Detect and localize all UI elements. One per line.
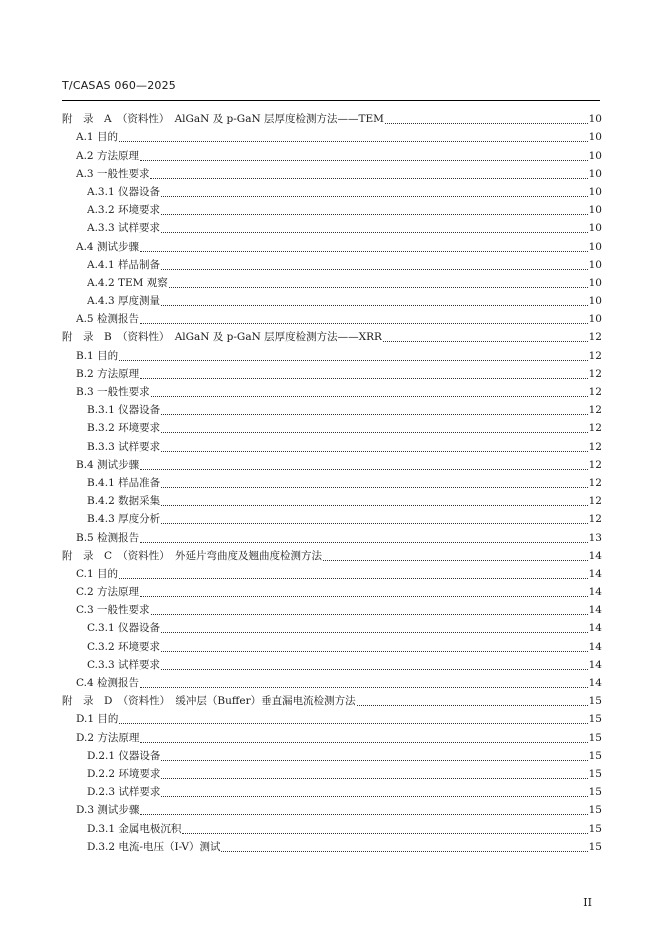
toc-subsection-entry[interactable]: [62, 635, 602, 653]
toc-entry-page: 10: [588, 240, 602, 253]
toc-subsection-entry[interactable]: [62, 254, 602, 272]
toc-entry-page: 14: [588, 604, 602, 617]
dot-leader: [161, 669, 588, 670]
toc-entry-title: B.3.3 试样要求: [87, 440, 161, 453]
toc-entry-title: C.3 一般性要求: [76, 604, 150, 617]
toc-subsection-entry[interactable]: [62, 217, 602, 235]
dot-leader: [119, 360, 588, 361]
toc-entry-page: 15: [588, 731, 602, 744]
toc-section-entry[interactable]: [62, 599, 602, 617]
toc-entry-title: C.4 检测报告: [76, 677, 140, 689]
toc-entry-page: 10: [588, 149, 602, 162]
page-number: II: [583, 896, 592, 909]
toc-entry-title: A.4 测试步骤: [76, 240, 139, 253]
toc-entry-page: 10: [588, 167, 602, 180]
toc-entry-page: 14: [588, 677, 602, 689]
toc-annex-entry[interactable]: [62, 108, 602, 126]
toc-entry-title: C.3.3 试样要求: [87, 658, 161, 671]
toc-entry-page: 10: [588, 222, 602, 235]
toc-entry-title: D.3 测试步骤: [76, 804, 140, 817]
dot-leader: [119, 723, 587, 724]
dot-leader: [161, 232, 588, 233]
toc-section-entry[interactable]: [62, 799, 602, 817]
dot-leader: [119, 578, 588, 579]
toc-entry-title: D.2.2 环境要求: [87, 767, 161, 780]
dot-leader: [161, 778, 587, 779]
header-rule: [62, 100, 600, 101]
dot-leader: [161, 196, 588, 197]
dot-leader: [323, 560, 588, 561]
toc-subsection-entry[interactable]: [62, 817, 602, 835]
dot-leader: [161, 214, 588, 215]
toc-entry-page: 15: [588, 822, 602, 835]
toc-entry-title: B.2 方法原理: [76, 367, 140, 380]
toc-annex-entry[interactable]: [62, 690, 602, 708]
toc-entry-page: 12: [588, 440, 602, 453]
toc-entry-page: 12: [588, 331, 602, 344]
toc-entry-title: C.1 目的: [76, 567, 119, 580]
toc-subsection-entry[interactable]: [62, 399, 602, 417]
dot-leader: [161, 632, 588, 633]
toc-section-entry[interactable]: [62, 163, 602, 181]
toc-entry-page: 15: [588, 786, 602, 799]
toc-entry-page: 15: [588, 713, 602, 726]
toc-entry-title: D.2.3 试样要求: [87, 786, 161, 799]
toc-subsection-entry[interactable]: [62, 272, 602, 290]
standard-code: T/CASAS 060—2025: [62, 79, 177, 92]
dot-leader: [140, 742, 587, 743]
toc-entry-page: 10: [588, 113, 602, 126]
toc-entry-title: B.4 测试步骤: [76, 458, 140, 471]
toc-entry-page: 12: [588, 476, 602, 489]
dot-leader: [140, 378, 588, 379]
toc-section-entry[interactable]: [62, 581, 602, 599]
toc-entry-page: 14: [588, 549, 602, 562]
toc-entry-title: A.1 目的: [76, 131, 118, 144]
dot-leader: [150, 178, 587, 179]
toc-entry-title: B.3.1 仪器设备: [87, 404, 161, 417]
toc-entry-title: D.2.1 仪器设备: [87, 749, 161, 762]
toc-entry-page: 15: [588, 749, 602, 762]
toc-entry-page: 15: [588, 767, 602, 780]
toc-subsection-entry[interactable]: [62, 508, 602, 526]
toc-entry-title: 附 录 C （资料性） 外延片弯曲度及翘曲度检测方法: [62, 549, 323, 562]
dot-leader: [140, 687, 588, 688]
toc-entry-title: A.3.1 仪器设备: [87, 185, 160, 198]
dot-leader: [161, 651, 588, 652]
dot-leader: [140, 323, 588, 324]
toc-entry-page: 10: [588, 258, 602, 271]
toc-entry-title: B.1 目的: [76, 349, 119, 362]
toc-entry-title: A.4.1 样品制备: [87, 258, 160, 271]
toc-subsection-entry[interactable]: [62, 472, 602, 490]
toc-entry-page: 10: [588, 313, 602, 326]
toc-section-entry[interactable]: [62, 126, 602, 144]
dot-leader: [383, 341, 588, 342]
dot-leader: [161, 269, 588, 270]
toc-entry-page: 12: [588, 513, 602, 526]
dot-leader: [161, 414, 588, 415]
toc-section-entry[interactable]: [62, 672, 602, 690]
toc-section-entry[interactable]: [62, 344, 602, 362]
toc-entry-page: 12: [588, 422, 602, 435]
toc-entry-title: A.4.3 厚度测量: [87, 295, 160, 308]
toc-section-entry[interactable]: [62, 308, 602, 326]
dot-leader: [140, 814, 587, 815]
dot-leader: [161, 451, 588, 452]
toc-annex-entry[interactable]: [62, 545, 602, 563]
toc-entry-page: 10: [588, 276, 602, 289]
toc-section-entry[interactable]: [62, 563, 602, 581]
toc-entry-page: 14: [588, 640, 602, 653]
toc-subsection-entry[interactable]: [62, 781, 602, 799]
toc-entry-page: 15: [588, 695, 602, 708]
dot-leader: [161, 796, 587, 797]
toc-entry-page: 13: [588, 531, 602, 544]
toc-entry-title: A.4.2 TEM 观察: [87, 276, 168, 289]
toc-entry-title: B.4.2 数据采集: [87, 495, 161, 508]
toc-entry-title: 附 录 A （资料性） AlGaN 及 p-GaN 层厚度检测方法——TEM: [62, 113, 384, 126]
toc-section-entry[interactable]: [62, 726, 602, 744]
toc-entry-title: B.3 一般性要求: [76, 386, 150, 398]
toc-entry-page: 12: [588, 495, 602, 508]
toc-subsection-entry[interactable]: [62, 417, 602, 435]
toc-section-entry[interactable]: [62, 235, 602, 253]
toc-entry-title: C.3.1 仪器设备: [87, 622, 161, 635]
toc-entry-page: 15: [588, 804, 602, 817]
toc-entry-title: D.2 方法原理: [76, 731, 140, 744]
toc-entry-title: D.3.2 电流-电压（I-V）测试: [87, 840, 221, 853]
toc-subsection-entry[interactable]: [62, 763, 602, 781]
toc-entry-title: D.1 目的: [76, 713, 119, 726]
table-of-contents: [62, 108, 602, 854]
toc-subsection-entry[interactable]: [62, 654, 602, 672]
toc-entry-page: 12: [588, 367, 602, 380]
dot-leader: [161, 432, 588, 433]
toc-section-entry[interactable]: [62, 144, 602, 162]
toc-entry-title: B.5 检测报告: [76, 531, 140, 544]
dot-leader: [140, 160, 588, 161]
dot-leader: [182, 833, 587, 834]
dot-leader: [161, 523, 588, 524]
toc-subsection-entry[interactable]: [62, 617, 602, 635]
dot-leader: [140, 251, 588, 252]
toc-entry-title: 附 录 D （资料性） 缓冲层（Buffer）垂直漏电流检测方法: [62, 695, 356, 708]
toc-entry-title: B.4.3 厚度分析: [87, 513, 161, 526]
dot-leader: [140, 596, 588, 597]
dot-leader: [140, 469, 588, 470]
dot-leader: [151, 614, 588, 615]
toc-subsection-entry[interactable]: [62, 745, 602, 763]
toc-section-entry[interactable]: [62, 454, 602, 472]
toc-entry-page: 15: [588, 840, 602, 853]
toc-section-entry[interactable]: [62, 381, 602, 399]
toc-subsection-entry[interactable]: [62, 181, 602, 199]
dot-leader: [140, 542, 588, 543]
dot-leader: [119, 141, 588, 142]
toc-section-entry[interactable]: [62, 526, 602, 544]
dot-leader: [357, 705, 588, 706]
dot-leader: [221, 851, 587, 852]
toc-subsection-entry[interactable]: [62, 490, 602, 508]
toc-subsection-entry[interactable]: [62, 290, 602, 308]
toc-entry-page: 10: [588, 204, 602, 217]
dot-leader: [161, 305, 588, 306]
toc-entry-page: 10: [588, 131, 602, 144]
toc-entry-title: B.3.2 环境要求: [87, 422, 161, 435]
toc-entry-page: 12: [588, 404, 602, 417]
toc-entry-page: 12: [588, 349, 602, 362]
toc-entry-title: A.5 检测报告: [76, 313, 139, 326]
toc-subsection-entry[interactable]: [62, 836, 602, 854]
toc-section-entry[interactable]: [62, 708, 602, 726]
toc-entry-title: C.3.2 环境要求: [87, 640, 161, 653]
toc-entry-page: 14: [588, 622, 602, 635]
toc-entry-page: 14: [588, 658, 602, 671]
toc-subsection-entry[interactable]: [62, 435, 602, 453]
dot-leader: [385, 123, 588, 124]
toc-entry-page: 14: [588, 567, 602, 580]
toc-entry-page: 14: [588, 586, 602, 599]
toc-entry-page: 10: [588, 295, 602, 308]
toc-subsection-entry[interactable]: [62, 199, 602, 217]
toc-entry-title: D.3.1 金属电极沉积: [87, 822, 182, 835]
toc-entry-page: 10: [588, 185, 602, 198]
dot-leader: [161, 487, 588, 488]
dot-leader: [169, 287, 588, 288]
toc-entry-page: 12: [588, 458, 602, 471]
toc-entry-title: A.3 一般性要求: [76, 167, 150, 180]
toc-entry-page: 12: [588, 386, 602, 398]
toc-entry-title: B.4.1 样品准备: [87, 476, 161, 489]
toc-section-entry[interactable]: [62, 363, 602, 381]
toc-entry-title: A.2 方法原理: [76, 149, 139, 162]
toc-entry-title: A.3.3 试样要求: [87, 222, 160, 235]
dot-leader: [161, 760, 587, 761]
toc-entry-title: 附 录 B （资料性） AlGaN 及 p-GaN 层厚度检测方法——XRR: [62, 331, 382, 344]
dot-leader: [161, 505, 588, 506]
dot-leader: [151, 396, 588, 397]
toc-entry-title: A.3.2 环境要求: [87, 204, 160, 217]
toc-annex-entry[interactable]: [62, 326, 602, 344]
toc-entry-title: C.2 方法原理: [76, 586, 140, 599]
